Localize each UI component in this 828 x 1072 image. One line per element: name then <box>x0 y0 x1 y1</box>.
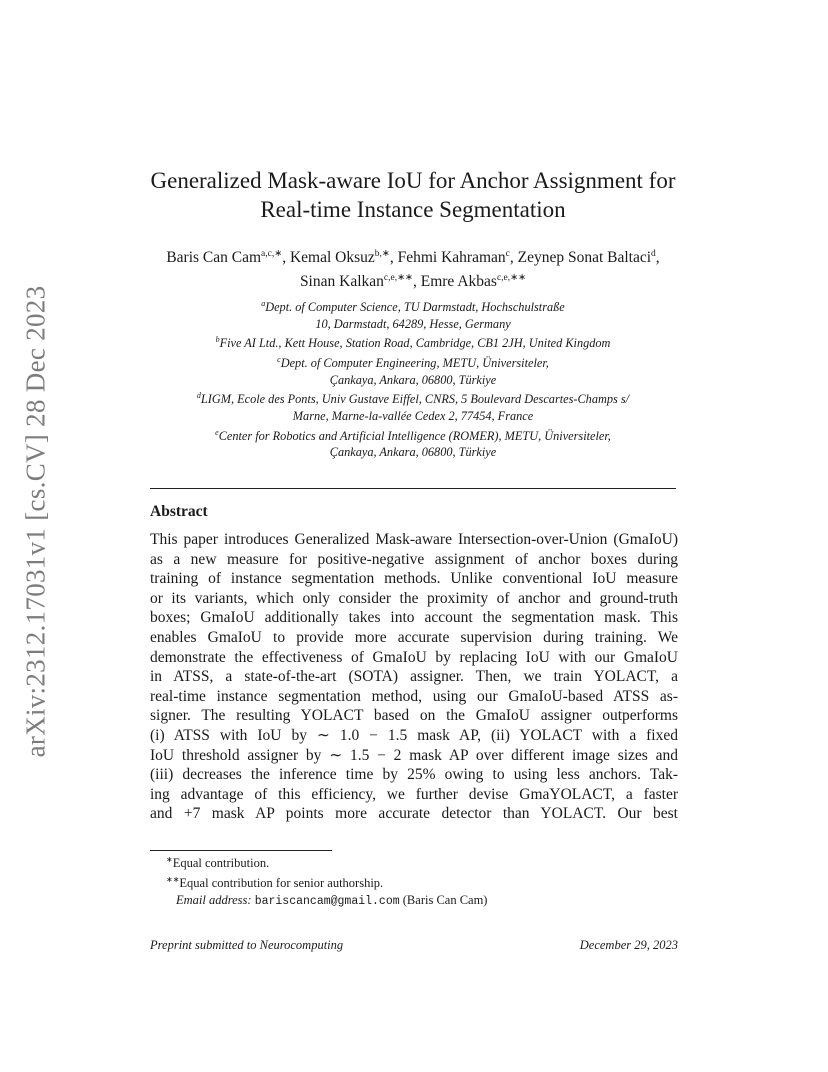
author-name: Fehmi Kahraman <box>397 249 506 267</box>
preprint-date: December 29, 2023 <box>579 938 678 952</box>
author-affiliation-mark: b,∗ <box>374 249 390 259</box>
footnote-divider <box>150 850 332 851</box>
author-affiliation-mark: c,e,∗∗ <box>383 273 413 284</box>
author-name: Zeynep Sonat Baltaci <box>517 249 652 267</box>
abstract-line: and +7 mask AP points more accurate detector than YOLACT. Our best <box>150 805 678 823</box>
abstract-line: or its variants, which only consider the proximity of anchor and ground-truth <box>150 589 678 607</box>
email-address-link[interactable]: bariscancam@gmail.com <box>254 894 400 908</box>
author-affiliation-mark: a,c,∗ <box>261 249 283 259</box>
abstract-line: This paper introduces Generalized Mask-aware Intersection-over-Union (GmaIoU) <box>150 531 678 548</box>
affiliation-b: $^b$Five AI Ltd., Kett House, Station Road, Cambridge, CB1 2JH, United Kingdom <box>215 335 611 351</box>
abstract-line: signer. The resulting YOLACT based on the GmaIoU assigner outperforms <box>150 707 678 725</box>
footnote-email <box>166 892 487 911</box>
affiliation-c-cont: Çankaya, Ankara, 06800, Türkiye <box>329 372 497 387</box>
title-line-2: Real-time Instance Segmentation <box>260 197 566 222</box>
affiliation-c: $^c$Dept. of Computer Engineering, METU, Üniversiteler, <box>277 354 549 371</box>
abstract-line: (iii) decreases the inference time by 25% owing to using less anchors. Tak- <box>150 766 678 784</box>
abstract-line: boxes; GmaIoU additionally takes into account the segmentation mask. This <box>150 609 678 627</box>
affiliation-a: $^a$Dept. of Computer Science, TU Darmstadt, Hochschulstraße <box>261 299 565 315</box>
abstract-line: as a new measure for positive-negative assignment of anchor boxes during <box>150 550 678 568</box>
author-affiliation-mark: c,e,∗∗ <box>496 273 527 284</box>
footnote-senior-authorship: ∗∗Equal contribution for senior authorship. <box>166 874 384 890</box>
affiliation-list <box>150 296 676 461</box>
author-name: Kemal Oksuz <box>289 249 375 267</box>
header-divider <box>150 488 676 489</box>
abstract-heading: Abstract <box>150 503 208 520</box>
title-line-1: Generalized Mask-aware IoU for Anchor Assignment for <box>150 168 676 193</box>
footnote-equal-contribution: ∗Equal contribution. <box>166 855 270 871</box>
abstract-line: enables GmaIoU to provide more accurate supervision during training. We <box>150 628 678 646</box>
affiliation-a-cont: 10, Darmstadt, 64289, Hesse, Germany <box>315 316 511 331</box>
affiliation-e-cont: Çankaya, Ankara, 06800, Türkiye <box>329 445 497 460</box>
abstract-line: (i) ATSS with IoU by ∼ 1.0 − 1.5 mask AP, (ii) YOLACT with a fixed <box>150 726 678 744</box>
author-name: Sinan Kalkan <box>299 273 384 291</box>
footnotes <box>166 852 487 910</box>
abstract-line: IoU threshold assigner by ∼ 1.5 − 2 mask AP over different image sizes and <box>150 746 678 764</box>
abstract-line: ing advantage of this efficiency, we further devise GmaYOLACT, a faster <box>150 785 678 803</box>
email-label: Email address: <box>176 892 252 907</box>
affiliation-d: $^d$LIGM, Ecole des Ponts, Univ Gustave Eiffel, CNRS, 5 Boulevard Descartes-Champs s/ <box>196 391 630 407</box>
email-owner: (Baris Can Cam) <box>402 892 488 907</box>
author-name: Emre Akbas <box>420 273 497 291</box>
abstract-line: in ATSS, a state-of-the-art (SOTA) assigner. Then, we train YOLACT, a <box>150 668 678 686</box>
preprint-note: Preprint submitted to Neurocomputing <box>150 938 344 952</box>
abstract-line: training of instance segmentation methods. Unlike conventional IoU measure <box>150 570 678 588</box>
abstract-body <box>150 530 678 824</box>
abstract-line: demonstrate the effectiveness of GmaIoU by replacing IoU with our GmaIoU <box>150 648 678 666</box>
abstract-line: real-time instance segmentation method, using our GmaIoU-based ATSS as- <box>150 687 678 705</box>
affiliation-e: $^e$Center for Robotics and Artificial Intelligence (ROMER), METU, Üniversiteler, <box>215 427 611 443</box>
affiliation-d-cont: Marne, Marne-la-vallée Cedex 2, 77454, France <box>292 408 534 423</box>
paper-title <box>140 166 686 224</box>
author-list: Baris Can Cam$^{a,c,∗}$, Kemal Oksuz$^{b,∗}$, Fehmi Kahraman$^c$, Zeynep Sonat Baltaci$^d$, Sinan Kalkan$^{c,e,∗∗}$, Emre Akbas$^{c,e,∗∗}$ <box>166 249 660 291</box>
arxiv-identifier-stamp <box>18 286 54 756</box>
author-name: Baris Can Cam <box>166 249 262 267</box>
author-affiliation-mark: d <box>651 249 656 259</box>
author-affiliation-mark: c <box>505 249 510 259</box>
arxiv-identifier-text: arXiv:2312.17031v1 [cs.CV] 28 Dec 2023 <box>20 285 51 757</box>
